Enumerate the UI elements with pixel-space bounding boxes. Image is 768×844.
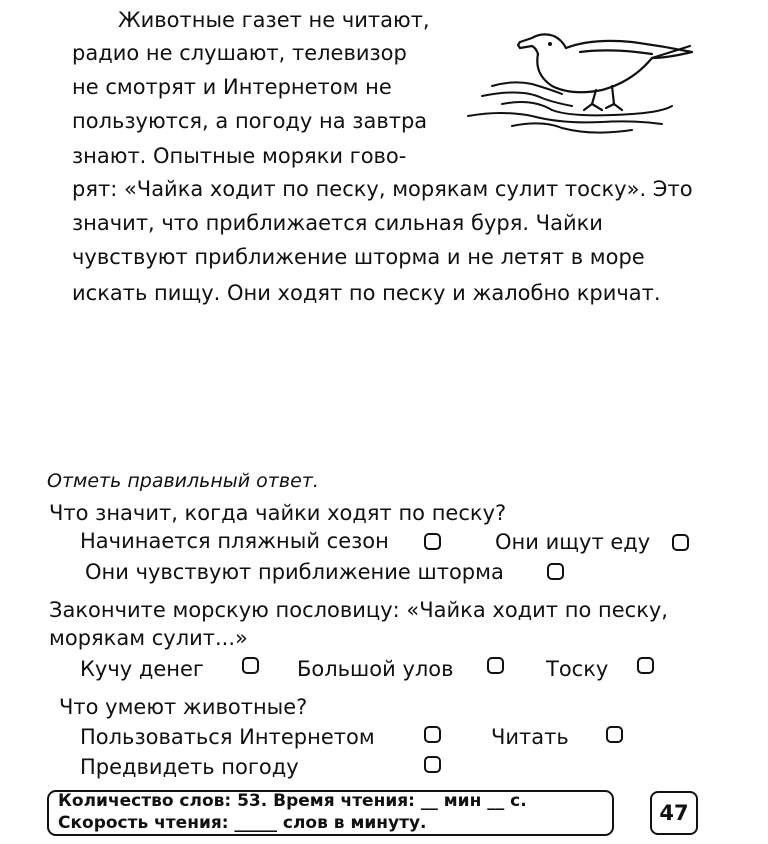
- q3-option-3-checkbox[interactable]: [424, 756, 441, 773]
- story-line: значит, что приближается сильная буря. Чайки: [72, 211, 603, 235]
- q3-option-2-checkbox[interactable]: [606, 726, 623, 743]
- q2-option-3-label: Тоску: [546, 657, 609, 681]
- q1-option-2-label: Они ищут еду: [495, 530, 651, 554]
- question-3: Что умеют животные?: [59, 695, 308, 719]
- question-2-line-1: Закончите морскую пословицу: «Чайка ходит по песку,: [49, 598, 668, 622]
- question-1: Что значит, когда чайки ходят по песку?: [49, 501, 507, 525]
- story-line: чувствуют приближение шторма и не летят в море: [72, 245, 645, 269]
- q2-option-1-label: Кучу денег: [80, 657, 204, 681]
- page-number: 47: [650, 791, 698, 835]
- q1-option-2-checkbox[interactable]: [672, 534, 689, 551]
- story-line: искать пищу. Они ходят по песку и жалобно кричат.: [72, 281, 661, 305]
- story-line: не смотрят и Интернетом не: [72, 75, 392, 99]
- q3-option-2-label: Читать: [491, 725, 569, 749]
- q3-option-1-label: Пользоваться Интернетом: [80, 725, 375, 749]
- q1-option-1-label: Начинается пляжный сезон: [80, 529, 389, 553]
- q1-option-3-checkbox[interactable]: [547, 563, 564, 580]
- question-2-line-2: морякам сулит...»: [49, 626, 248, 650]
- q2-option-1-checkbox[interactable]: [242, 657, 259, 674]
- seagull-illustration: [462, 24, 702, 154]
- story-line: Животные газет не читают,: [118, 8, 430, 32]
- instruction: Отметь правильный ответ.: [47, 470, 319, 492]
- q1-option-1-checkbox[interactable]: [424, 533, 441, 550]
- q3-option-1-checkbox[interactable]: [424, 726, 441, 743]
- q2-option-2-checkbox[interactable]: [487, 657, 504, 674]
- story-line: рят: «Чайка ходит по песку, морякам сулит тоску». Это: [72, 177, 693, 201]
- story-line: радио не слушают, телевизор: [72, 41, 407, 65]
- q2-option-2-label: Большой улов: [297, 657, 454, 681]
- story-line: знают. Опытные моряки гово-: [72, 144, 407, 168]
- q2-option-3-checkbox[interactable]: [637, 657, 654, 674]
- q1-option-3-label: Они чувствуют приближение шторма: [85, 560, 504, 584]
- word-count-line: Количество слов: 53. Время чтения: __ мин __ с.: [58, 791, 527, 811]
- story-line: пользуются, а погоду на завтра: [72, 109, 428, 133]
- reading-speed-line: Скорость чтения: _____ слов в минуту.: [58, 813, 427, 833]
- q3-option-3-label: Предвидеть погоду: [80, 755, 299, 779]
